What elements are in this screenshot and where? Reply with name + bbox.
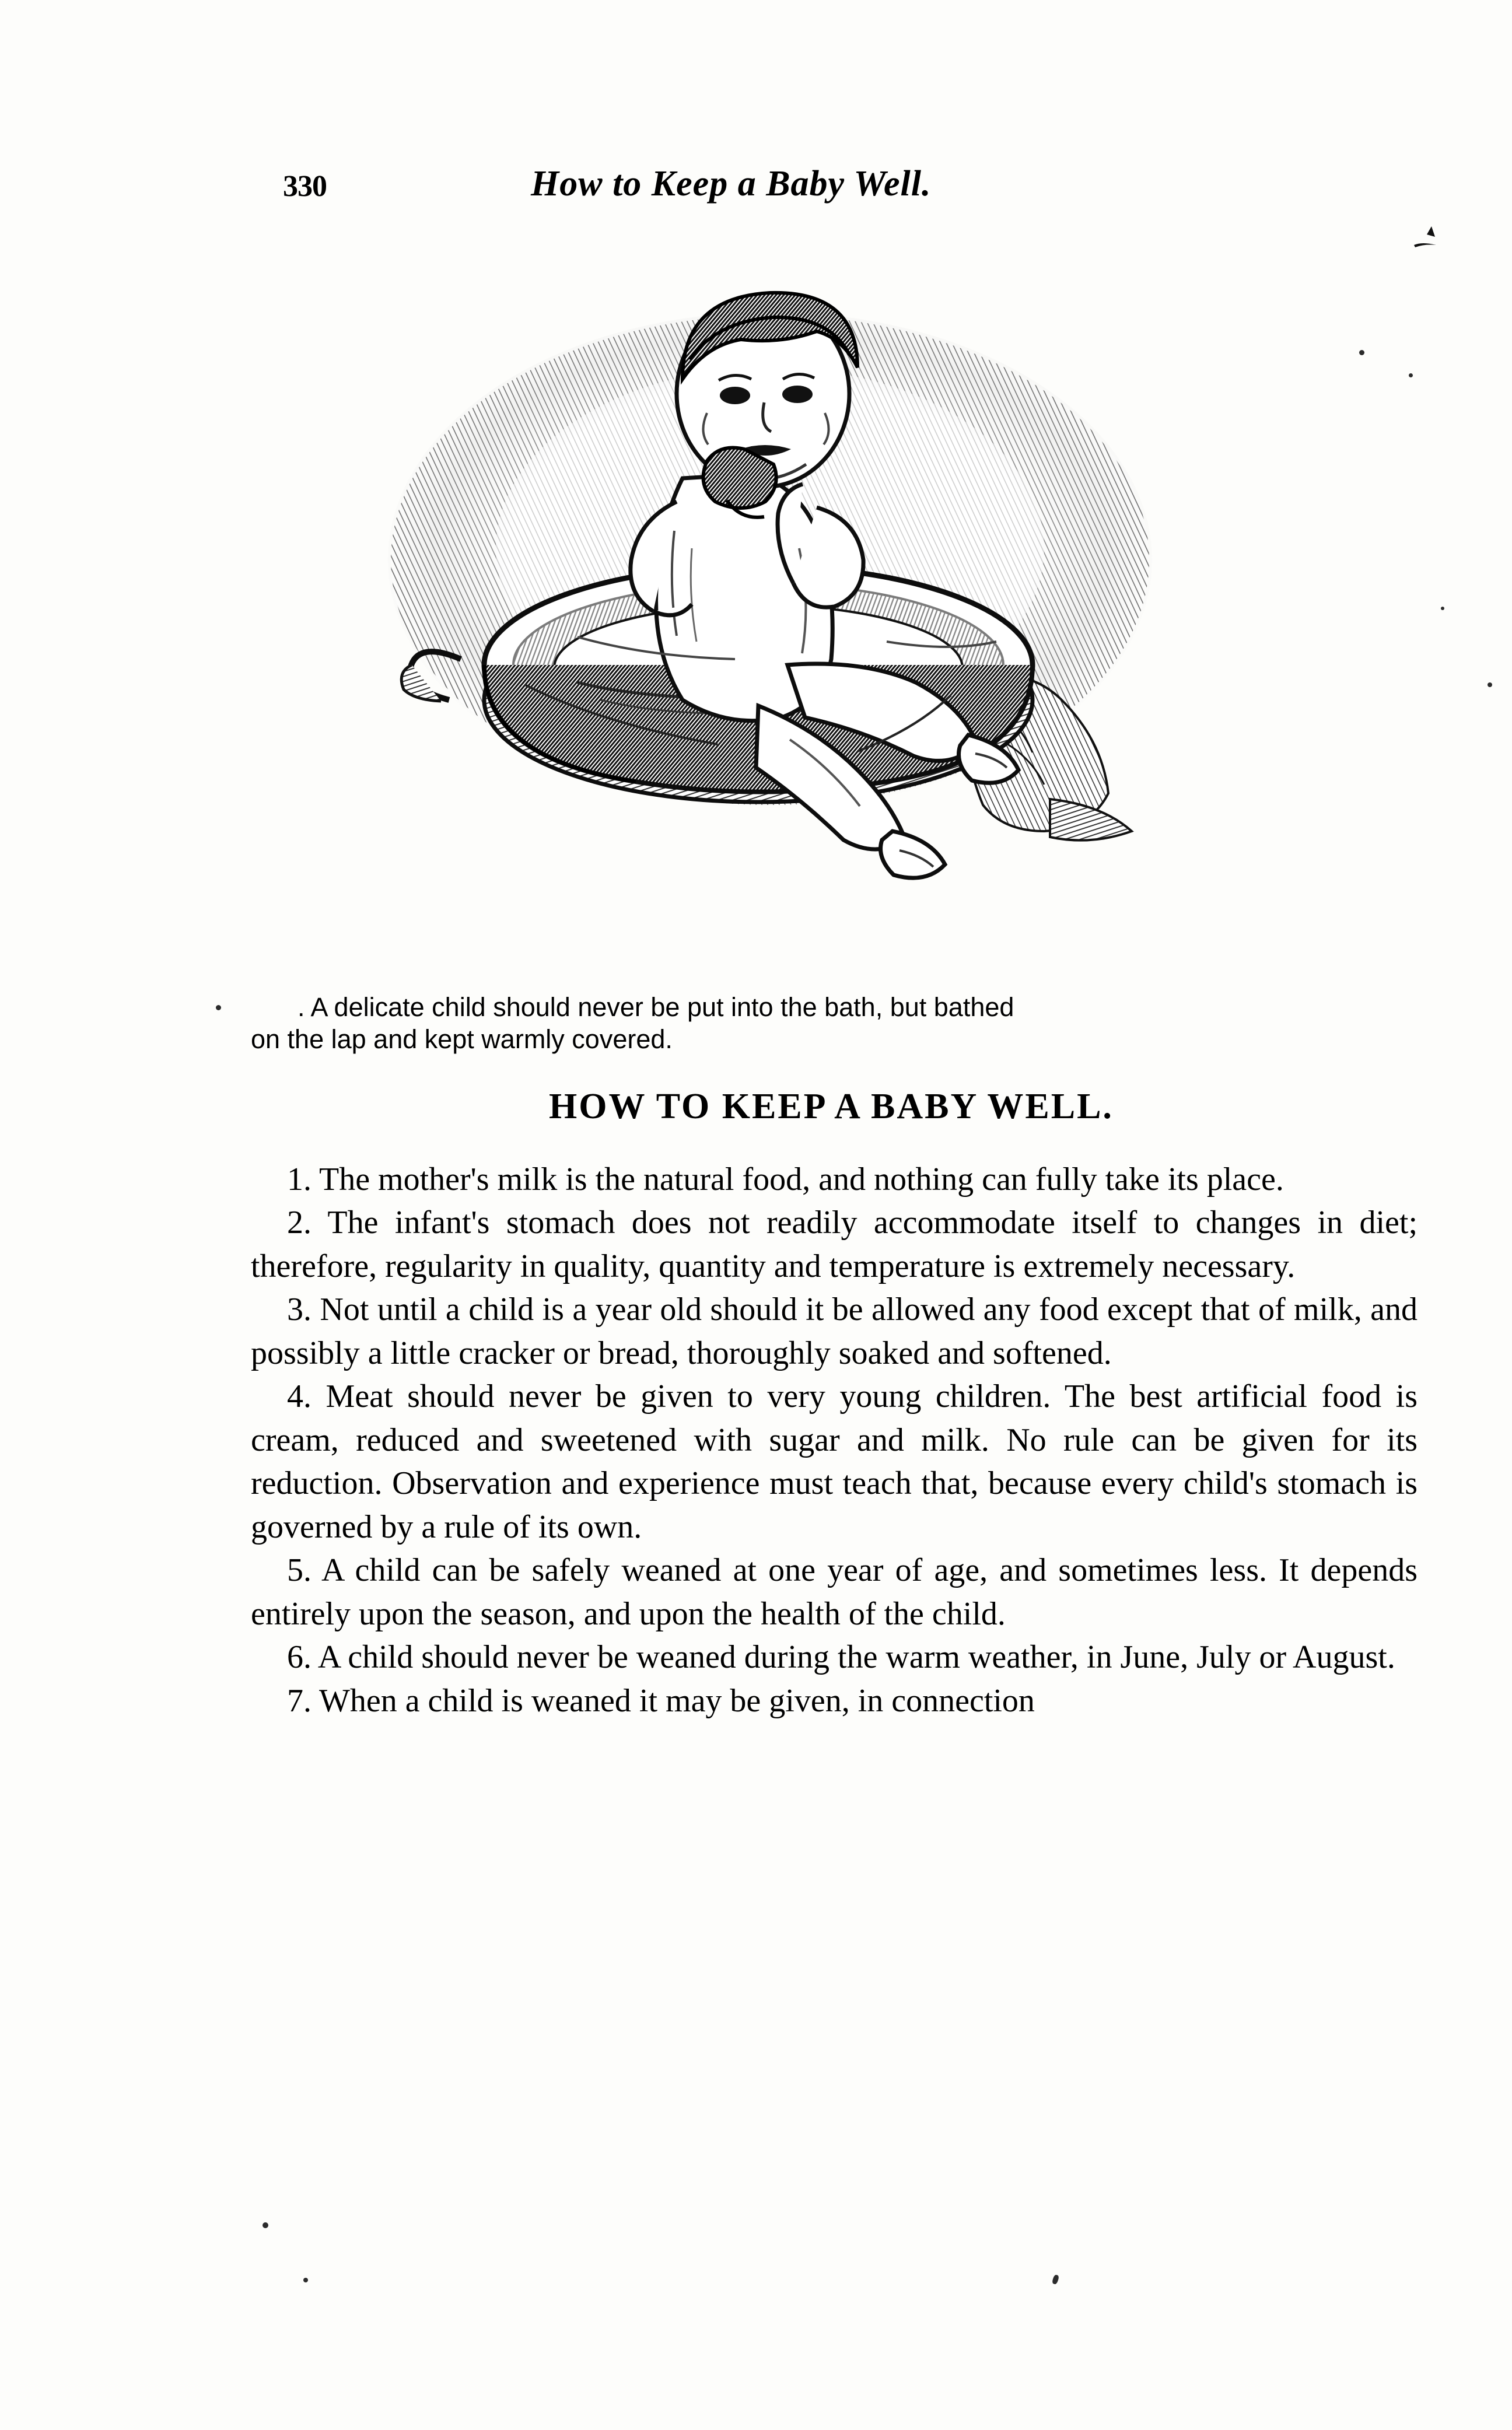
scan-mark-icon (1388, 222, 1441, 268)
body-text (251, 1158, 1418, 1722)
scan-artifact-mark (1388, 222, 1441, 268)
scan-speck (216, 1005, 221, 1010)
paragraph-3: 3. Not until a child is a year old should it be allowed any food except that of milk, and possibly a little cracker or bread, thoroughly soaked and softened. (251, 1291, 1418, 1371)
paragraph-7: 7. When a child is weaned it may be given, in connection (287, 1682, 1035, 1719)
running-title: How to Keep a Baby Well. (531, 164, 932, 204)
caption-line-2: on the lap and kept warmly covered. (251, 1024, 673, 1054)
paragraph-6: 6. A child should never be weaned during the warm weather, in June, July or August. (287, 1639, 1395, 1676)
page-number: 330 (283, 170, 327, 203)
scan-speck (1488, 682, 1492, 687)
scan-speck (1359, 350, 1364, 355)
paragraph-5: 5. A child can be safely weaned at one year of age, and sometimes less. It depends entirely upon the season, and upon the health of the child. (251, 1552, 1418, 1632)
scan-speck (262, 2222, 268, 2228)
paragraph-1: 1. The mother's milk is the natural food, and nothing can fully take its place. (287, 1161, 1284, 1198)
paragraph-4: 4. Meat should never be given to very young children. The best artificial food is cream, reduced and sweetened with sugar and milk. No rule can be given for its reduction. Observation and experience must teach that, because every child's stomach is governed by a rule of its own. (251, 1378, 1418, 1545)
scan-speck (1441, 607, 1444, 610)
section-heading: HOW TO KEEP A BABY WELL. (549, 1087, 1114, 1126)
illustration-baby-in-bath (274, 257, 1266, 945)
paragraph-2: 2. The infant's stomach does not readily accommodate itself to changes in diet; therefore, regularity in quality, quantity and temperature is extremely necessary. (251, 1205, 1418, 1284)
scan-speck (303, 2278, 308, 2282)
scan-speck (1052, 2274, 1060, 2285)
running-head (251, 163, 1278, 216)
baby-in-bath-tub-icon (274, 257, 1266, 945)
illustration-caption (251, 992, 1412, 1056)
scan-speck (1409, 373, 1413, 377)
caption-line-1: . A delicate child should never be put into the bath, but bathed (298, 992, 1014, 1022)
